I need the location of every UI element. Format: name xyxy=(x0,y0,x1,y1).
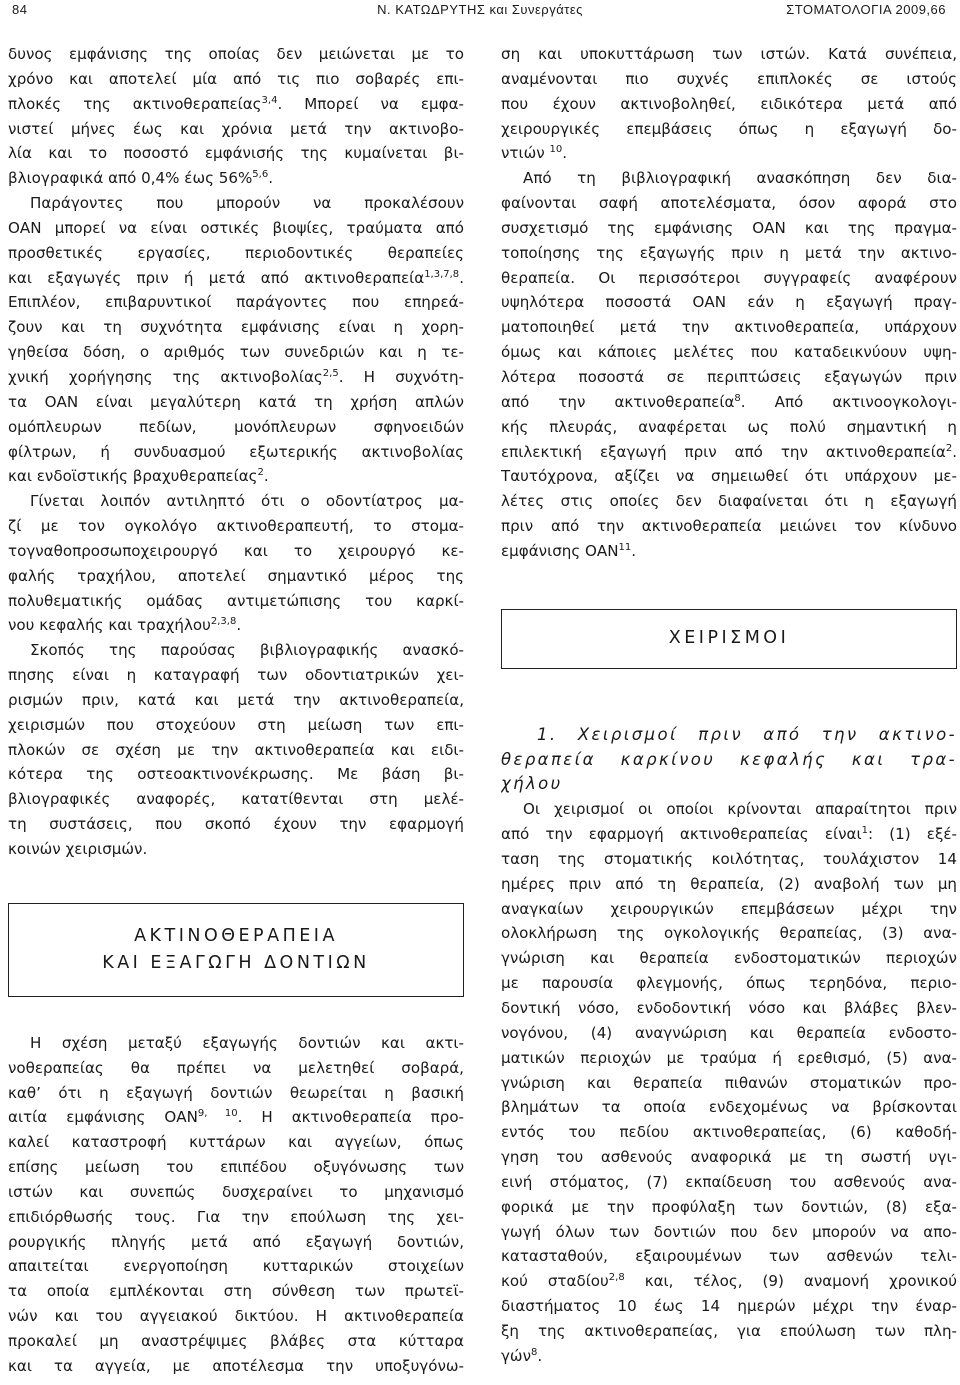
citation-superscript: 11 xyxy=(618,541,632,553)
text-line: ξη της ακτινοθεραπείας, για επούλωση των πλη- xyxy=(501,1321,957,1340)
text-line: χειρισμών που στοχεύουν στη μείωση των επι- xyxy=(8,715,464,734)
text-line: καθ’ ότι η εξαγωγή δοντιών θεωρείται η βασική xyxy=(8,1083,464,1102)
text-line: Επιπλέον, επιβαρυντικοί παράγοντες που επηρεά- xyxy=(8,293,464,312)
text-line: ζί με τον ογκολόγο ακτινοθεραπευτή, το στομα- xyxy=(8,517,464,536)
text-line: λέτες στις οποίες δεν διαφαίνεται ότι η εξαγωγή xyxy=(501,492,957,511)
text-line: τα οποία εμπλέκονται στη σύνθεση των πρωτεϊ- xyxy=(8,1282,464,1301)
left-column xyxy=(8,42,464,1379)
text-line: εμφάνισης ΟΑΝ$^{11}$. xyxy=(501,541,637,560)
text-line: κής πλευράς, αναφέρεται ως πολύ σημαντική η xyxy=(501,417,957,436)
citation-superscript: 9, 10 xyxy=(197,1108,238,1120)
text-line: ΟΑΝ μπορεί να είναι οστικές βιοψίες, τραύματα από xyxy=(8,218,464,237)
citation-superscript: 2,5 xyxy=(322,367,339,379)
text-line: γωγή όλων των δοντιών που δεν μπορούν να απο- xyxy=(501,1222,957,1241)
text-line: γνώριση και θεραπεία ενδοστοματικών περιοχών xyxy=(501,949,957,968)
text-line: γηθείσα δόση, ο αριθμός των συνεδριών και η τε- xyxy=(8,343,464,362)
text-line: από την ακτινοθεραπεία$^8$. Από ακτινοογκολογι- xyxy=(501,392,957,411)
text-line: και τα αγγεία, με αποτέλεσμα την υποξυγόνω- xyxy=(8,1356,464,1375)
text-line: νών και του αγγειακού δικτύου. Η ακτινοθεραπεία xyxy=(8,1307,464,1326)
text-line: προσθετικές εργασίες, περιοδοντικές θεραπείες xyxy=(8,243,464,262)
text-line: νοθεραπείας θα πρέπει να μελετηθεί σοβαρά, xyxy=(8,1058,464,1077)
text-line: νου κεφαλής και τραχήλου$^{2,3,8}$. xyxy=(8,616,242,635)
text-line: και ενδοϊστικής βραχυθεραπείας$^2$. xyxy=(8,467,269,486)
citation-superscript: 2,8 xyxy=(608,1272,625,1284)
text-line: απαιτείται ενεργοποίηση κυτταρικών στοιχείων xyxy=(8,1257,464,1276)
text-line: Από τη βιβλιογραφική ανασκόπηση δεν δια- xyxy=(523,169,957,188)
text-line: ολοκλήρωση της ογκολογικής θεραπείας, (3) ανα- xyxy=(501,924,957,943)
section-heading-procedures xyxy=(501,609,957,669)
text-line: δυνος εμφάνισης της οποίας δεν μειώνεται με το xyxy=(8,45,464,63)
text-line: γηση του ασθενούς αναφορικά με τη σωστή υγι- xyxy=(501,1148,957,1167)
text-line: γών$^8$. xyxy=(501,1346,543,1365)
text-line: πλοκές της ακτινοθεραπείας$^{3,4}$. Μπορεί να εμφα- xyxy=(8,94,464,113)
text-line: φαλής τραχήλου, αποτελεί σημαντικό μέρος της xyxy=(8,566,464,585)
citation-superscript: 10 xyxy=(549,144,563,156)
left-text-block-1 xyxy=(8,42,464,862)
text-line: ματοποιηθεί μετά την ακτινοθεραπεία, υπάρχουν xyxy=(501,318,957,337)
text-line: ταση της στοματικής κοιλότητας, τουλάχιστον 14 xyxy=(501,849,957,868)
text-line: πριν από την ακτινοθεραπεία μειώνει τον κίνδυνο xyxy=(501,517,957,536)
text-line: διαστήματος 10 έως 14 ημερών μέχρι την έναρ- xyxy=(501,1297,957,1316)
citation-superscript: 3,4 xyxy=(261,94,278,106)
text-line: επιδιόρθωσής τους. Για την επούλωση της χει- xyxy=(8,1207,464,1226)
subheading-line: θεραπεία καρκίνου κεφαλής και τρα- xyxy=(501,749,957,769)
citation-superscript: 2 xyxy=(257,467,264,479)
subheading-line: χήλου xyxy=(501,774,563,794)
text-line: κού σταδίου$^{2,8}$ και, τέλος, (9) αναμονή χρονικού xyxy=(501,1272,957,1291)
text-line: χνική χορήγησης της ακτινοβολίας$^{2,5}$. Η συχνότη- xyxy=(8,367,464,386)
citation-superscript: 2,3,8 xyxy=(210,616,237,628)
citation-superscript: 8 xyxy=(531,1346,538,1358)
text-line: αναμένονται πιο συχνές επιπλοκές σε ιστούς xyxy=(501,69,957,88)
text-line: νιστεί μήνες έως και χρόνια μετά την ακτινοβο- xyxy=(8,119,464,138)
text-line: ζουν και τη συχνότητα εμφάνισης είναι η χορη- xyxy=(8,318,464,337)
text-line: επιλεκτική εξαγωγή πριν από την ακτινοθεραπεία$^2$. xyxy=(501,442,957,461)
text-line: συσχετισμό της εμφάνισης ΟΑΝ και της πραγμα- xyxy=(501,218,957,237)
text-line: ση και υποκυττάρωση των ιστών. Κατά συνέπεια, xyxy=(501,45,957,63)
citation-superscript: 1 xyxy=(861,825,868,837)
text-line: Ταυτόχρονα, αξίζει να σημειωθεί ότι υπάρχουν με- xyxy=(501,467,957,486)
text-line: τοποίησης της εξαγωγής πριν η μετά την ακτινο- xyxy=(501,243,957,262)
text-line: υψηλότερα ποσοστά ΟΑΝ εάν η εξαγωγή πραγ- xyxy=(501,293,957,312)
text-line: ρισμών πριν, κατά και μετά την ακτινοθεραπεία, xyxy=(8,690,464,709)
text-line: χειρουργικές επεμβάσεις όπως η εξαγωγή δο- xyxy=(501,119,957,138)
text-line: κοινών χειρισμών. xyxy=(8,840,148,858)
text-line: τα ΟΑΝ είναι μεγαλύτερη κατά τη χρήση απλών xyxy=(8,392,464,411)
text-line: ομόπλευρων πεδίων, μονόπλευρων σφηνοειδών xyxy=(8,417,464,436)
text-line: φορικά με την προφύλαξη των δοντιών, (8) εξα- xyxy=(501,1197,957,1216)
text-line: βλιογραφικά από 0,4% έως 56%$^{5,6}$. xyxy=(8,169,274,188)
text-line: νογόνου, (4) αναγνώριση και θεραπεία ενδοστο- xyxy=(501,1023,957,1042)
text-line: ημέρες πριν από τη θεραπεία, (2) αναβολή των μη xyxy=(501,874,957,893)
right-column xyxy=(501,42,957,1369)
subheading-line: 1. Χειρισμοί πριν από την ακτινο- xyxy=(537,724,957,744)
text-line: ρουργικής πληγής μετά από εξαγωγή δοντιών, xyxy=(8,1232,464,1251)
text-line: χρόνο και αποτελεί μία από τις πιο σοβαρές επι- xyxy=(8,69,464,88)
citation-superscript: 5,6 xyxy=(252,169,269,181)
text-line: ντιών $^{10}$. xyxy=(501,144,568,163)
text-line: Οι χειρισμοί οι οποίοι κρίνονται απαραίτητοι πριν xyxy=(523,800,957,819)
text-line: δοντική νόσο, ενδοδοντική νόσο και βλάβες βλεν- xyxy=(501,999,957,1017)
section-heading-radiotherapy-extraction xyxy=(8,903,464,997)
text-line: θεραπεία. Οι περισσότεροι συγγραφείς αναφέρουν xyxy=(501,268,957,287)
section-heading-line-1: ΑΚΤΙΝΟΘΕΡΑΠΕΙΑ xyxy=(134,925,338,946)
left-text-block-2 xyxy=(8,1031,464,1379)
text-line: ματικών περιοχών με τραύμα ή ερεθισμό, (5) ανα- xyxy=(501,1048,957,1067)
text-line: εινή στόματος, (7) εκπαίδευση του ασθενούς ανα- xyxy=(501,1172,957,1191)
text-line: λία και το ποσοστό εμφάνισής της κυμαίνεται βι- xyxy=(8,144,464,163)
text-line: βλιογραφικές αναφορές, κατατίθενται στη μελέ- xyxy=(8,790,464,809)
text-line: Παράγοντες που μπορούν να προκαλέσουν xyxy=(30,194,464,213)
text-line: πησης είναι η καταγραφή των οδοντιατρικών χει- xyxy=(8,666,464,685)
text-line: επίσης μείωση του επιπέδου οξυγόνωσης των xyxy=(8,1158,464,1177)
text-line: Η σχέση μεταξύ εξαγωγής δοντιών και ακτι- xyxy=(30,1033,464,1052)
running-header xyxy=(0,0,960,20)
text-line: τη συστάσεις, που σκοπό έχουν την εφαρμογή xyxy=(8,815,464,834)
text-line: βλημάτων τα οποία ενδεχομένως να βρίσκονται xyxy=(501,1098,957,1117)
text-line: Γίνεται λοιπόν αντιληπτό ότι ο οδοντίατρος μα- xyxy=(30,492,464,511)
journal-citation: ΣΤΟΜΑΤΟΛΟΓΙΑ 2009,66 xyxy=(786,2,946,17)
right-text-block-1 xyxy=(501,42,957,564)
text-line: τογναθοπροσωποχειρουργό και το χειρουργό κε- xyxy=(8,541,464,560)
citation-superscript: 2 xyxy=(945,442,953,454)
text-line: γνώριση και θεραπεία πιθανών στοματικών προ- xyxy=(501,1073,957,1092)
text-line: αναγκαίων χειρουργικών επεμβάσεων μέχρι την xyxy=(501,899,957,918)
text-line: πολυθεματικής ομάδας αντιμετώπισης του καρκί- xyxy=(8,591,464,610)
text-line: Σκοπός της παρούσας βιβλιογραφικής ανασκό- xyxy=(30,641,464,660)
text-line: και εξαγωγές πριν ή μετά από ακτινοθεραπεία$^{1,3,7,8}$. xyxy=(8,268,464,287)
running-authors: Ν. ΚΑΤΩΔΡΥΤΗΣ και Συνεργάτες xyxy=(377,2,583,17)
right-text-block-2 xyxy=(501,797,957,1368)
text-line: όμως και κάποιες μελέτες που καταδεικνύουν υψη- xyxy=(501,343,957,362)
text-line: από την εφαρμογή ακτινοθεραπείας είναι$^1$: (1) εξέ- xyxy=(501,825,957,844)
text-line: λότερα ποσοστά σε περιπτώσεις εξαγωγών πριν xyxy=(501,367,957,386)
text-line: πλοκών σε σχέση με την ακτινοθεραπεία και ειδι- xyxy=(8,740,464,759)
section-heading-text: ΧΕΙΡΙΣΜΟΙ xyxy=(668,628,790,649)
text-line: κότερα της οστεοακτινονέκρωσης. Με βάση βι- xyxy=(8,765,464,784)
citation-superscript: 1,3,7,8 xyxy=(424,268,460,280)
text-line: φαίνονται σαφή αποτελέσματα, όσον αφορά στο xyxy=(501,194,957,213)
text-line: κατασταθούν, εξαιρουμένων των ασθενών τελι- xyxy=(501,1247,957,1266)
text-line: που έχουν ακτινοβοληθεί, ειδικότερα μετά από xyxy=(501,94,957,113)
text-line: αιτία εμφάνισης ΟΑΝ$^{9, 10}$. Η ακτινοθεραπεία προ- xyxy=(8,1108,464,1127)
section-heading-line-2: ΚΑΙ ΕΞΑΓΩΓΗ ΔΟΝΤΙΩΝ xyxy=(102,952,370,973)
page-number: 84 xyxy=(12,2,28,17)
text-line: ιστών και συνεπώς δυσχεραίνει το μηχανισμό xyxy=(8,1182,464,1201)
text-line: με παρουσία φλεγμονής, όπως τερηδόνα, περιο- xyxy=(501,974,957,993)
text-line: καλεί καταστροφή κυττάρων και αγγείων, όπως xyxy=(8,1133,464,1152)
text-line: φίλτρων, ή συνδυασμού εξωτερικής ακτινοβολίας xyxy=(8,442,464,461)
text-line: προκαλεί μη αναστρέψιμες βλάβες στα κύτταρα xyxy=(8,1331,464,1350)
citation-superscript: 8 xyxy=(734,392,741,404)
text-line: εντός του πεδίου ακτινοθεραπείας, (6) καθοδή- xyxy=(501,1123,957,1142)
